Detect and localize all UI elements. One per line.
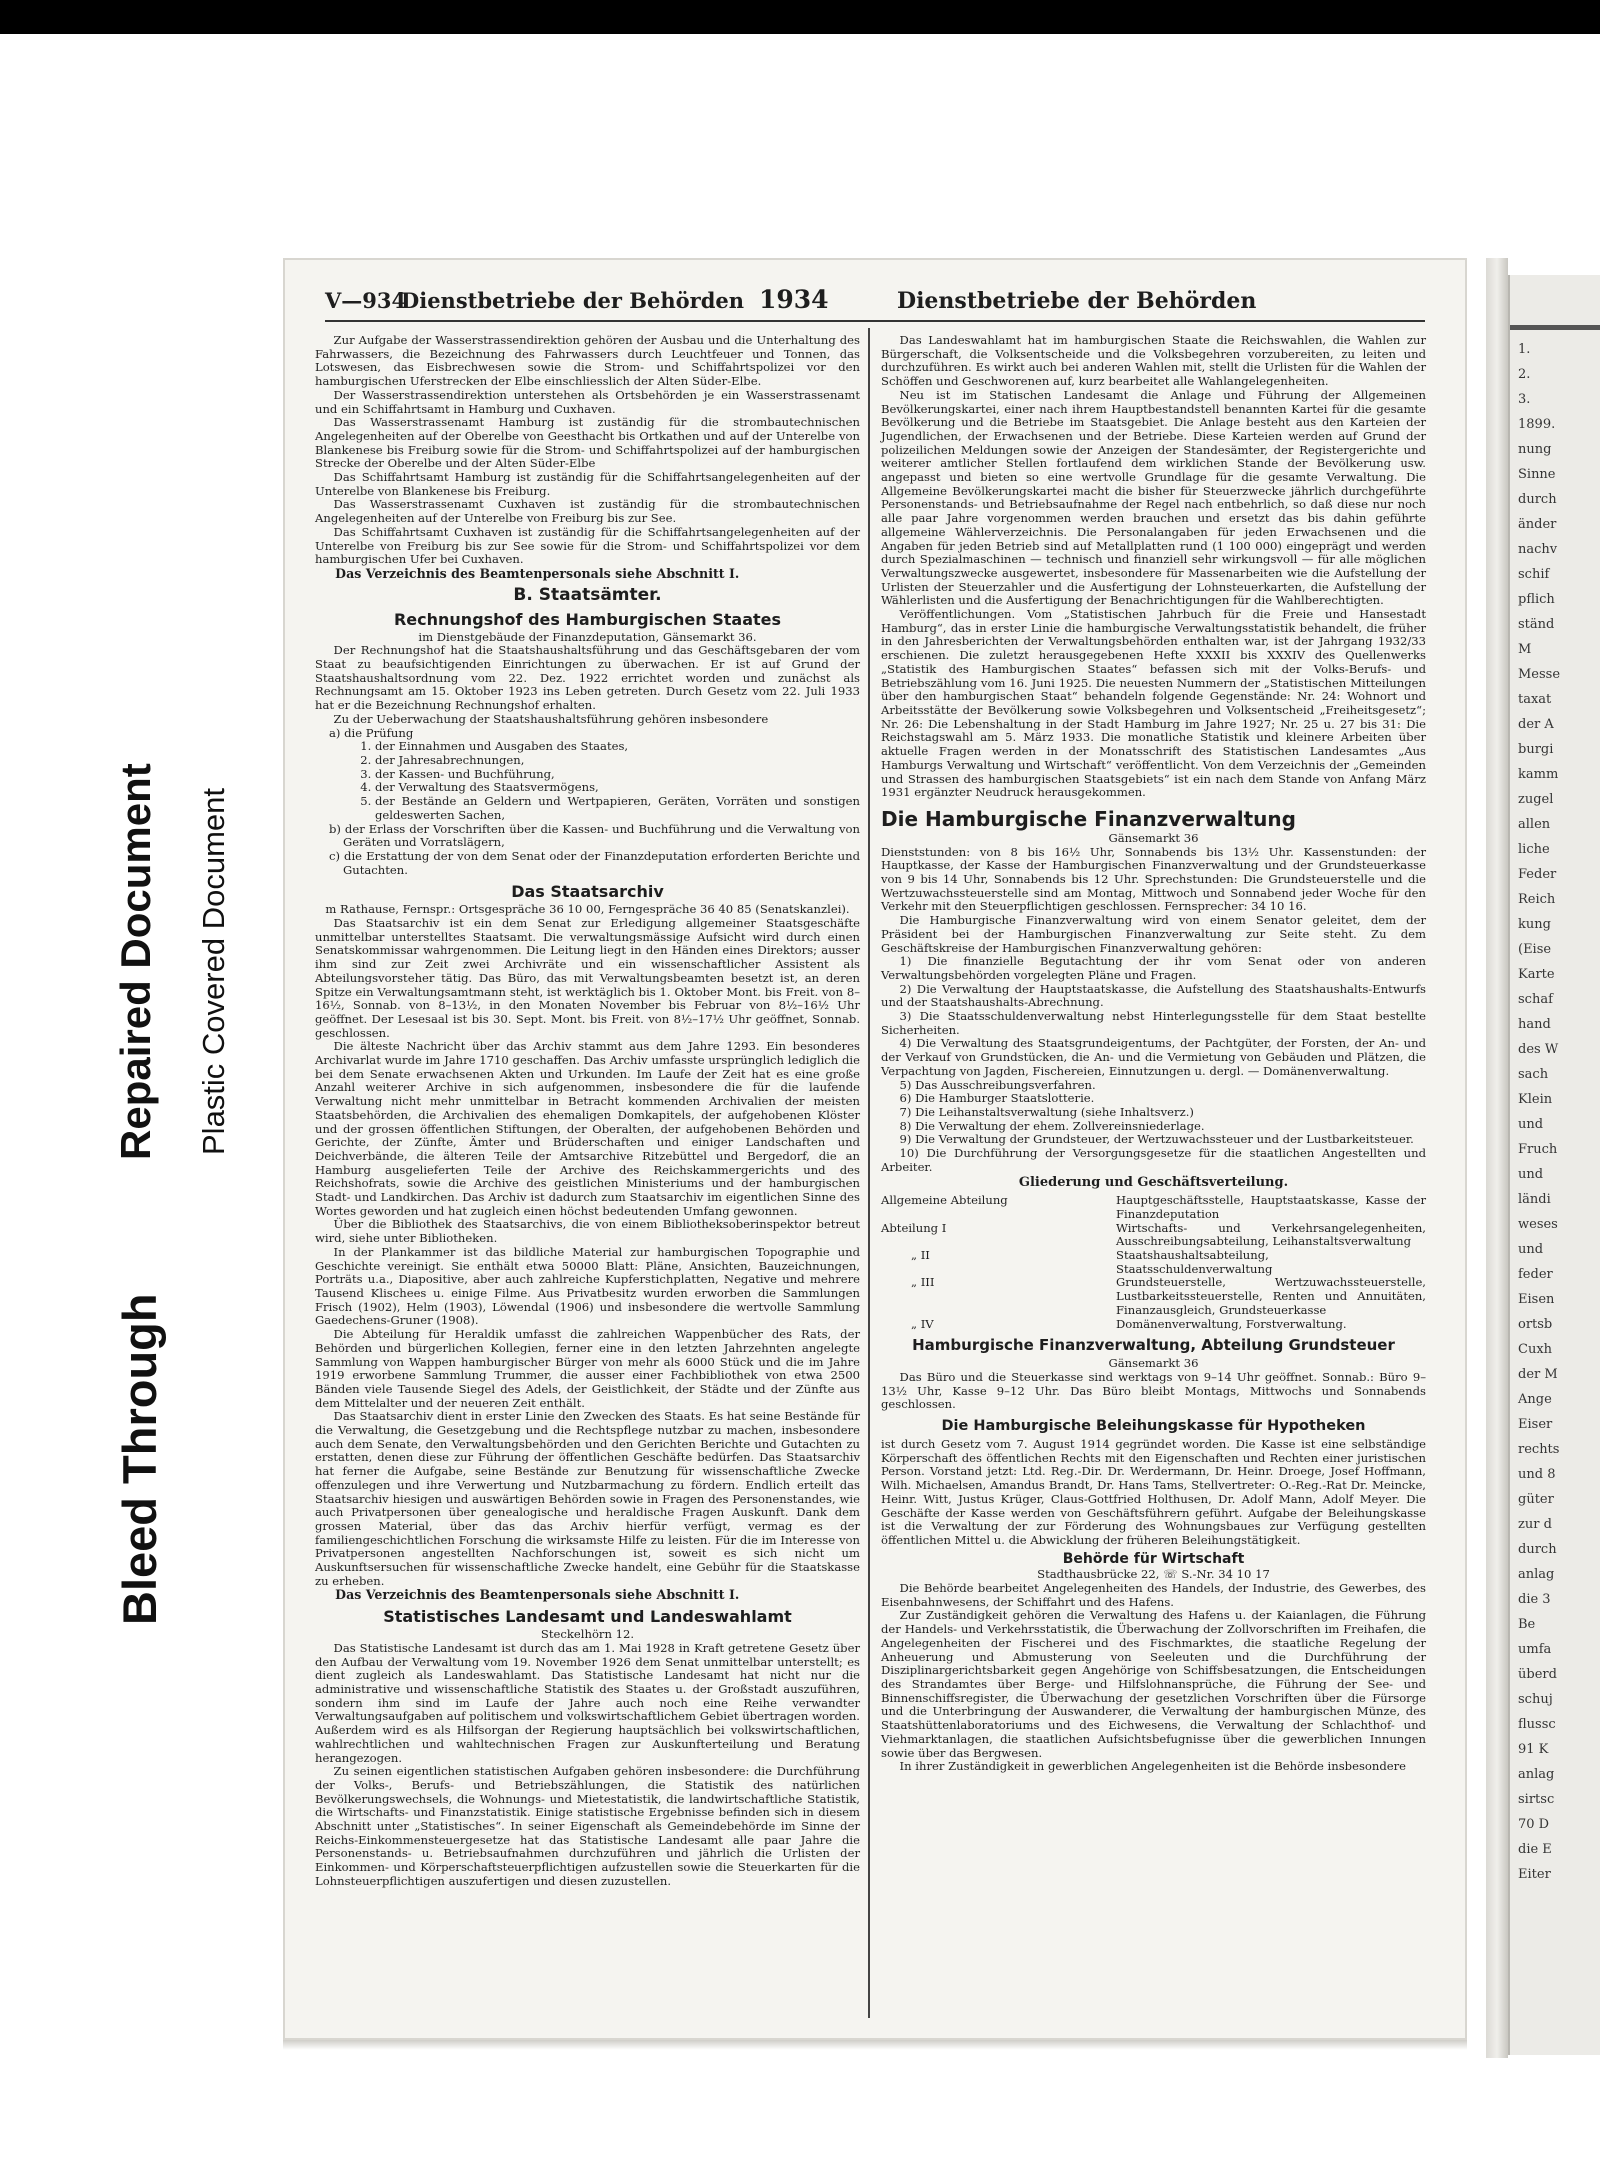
table-row [881,1276,1426,1317]
paragraph: Die Abteilung für Heraldik umfasst die zahlreichen Wappenbücher des Rats, der Behörden und bürgerlichen Kollegien, ferner eine in den letzten Jahrzehnten angelegte Sammlung von Wappen hamburgischer Bürger von mehr als 6000 Stück und die im Jahre 1919 erworbene Sammlung Trummer, die ausser einer Fachbibliothek von etwa 2500 Bänden viele Tausende Siegel des Adels, der Geistlichkeit, der Städte und der Zünfte aus dem Mittelalter und der neueren Zeit enthält. [315,1327,860,1410]
paragraph: Die Hamburgische Finanzverwaltung wird von einem Senator geleitet, dem der Präsident bei der Hamburgischen Finanzverwaltung zur Seite steht. Zu dem Geschäftskreise der Hamburgischen Finanzverwaltung gehören: [881,913,1426,955]
list-item: 2. der Jahresabrechnungen, [375,754,860,768]
adjacent-page-fragment: änder [1518,517,1557,532]
statistik-address: Steckelhörn 12. [540,1627,635,1642]
list-item: 1. der Einnahmen und Ausgaben des Staates, [375,740,860,754]
paragraph: Die Behörde bearbeitet Angelegenheiten des Handels, der Industrie, des Gewerbes, des Eisenbahnwesens, der Schiffahrt und des Hafens. [881,1581,1426,1609]
list-item: 6) Die Hamburger Staatslotterie. [899,1091,1095,1106]
adjacent-page-fragment: und 8 [1518,1467,1556,1482]
rechnungshof-heading: Rechnungshof des Hamburgischen Staates [393,609,782,629]
paragraph: Das Wasserstrassenamt Cuxhaven ist zuständig für die strombautechnischen Angelegenheiten auf der Unterelbe von Freiburg bis zur See. [315,497,860,526]
adjacent-page-fragment: Eisen [1518,1292,1555,1307]
adjacent-page-fragment: Eiter [1518,1867,1551,1882]
list-item: 1) Die finanzielle Begutachtung der ihr vom Senat oder von anderen Verwaltungsbehörden vorgelegten Pläne und Fragen. [881,954,1426,982]
adjacent-page-fragment: sirtsc [1518,1792,1555,1807]
table-row [881,1249,1426,1276]
paragraph: Das Staatsarchiv dient in erster Linie den Zwecken des Staats. Es hat seine Bestände für die Verwaltung, die Gesetzgebung und die Rechtspflege nutzbar zu machen, insbesondere auch dem Senate, den Verwaltungsbehörden und den Gerichten Berichte und Gutachten zu erstatten, denen diese zur Führung der öffentlichen Geschäfte bedürfen. Das Staatsarchiv hat ferner die Aufgabe, seine Bestände zur Benutzung für wissenschaftliche Zwecke offenzulegen und ihre Verwertung und Nutzbarmachung zu fördern. Endlich erteilt das Staatsarchiv hiesigen und auswärtigen Behörden sowie in Fragen des Personenstandes, wie auch Privatpersonen über genealogische und heraldische Fragen Auskunft. Dank dem grossen Material, über das das Archiv hierfür verfügt, vermag es der familiengeschichtlichen Forschung die wirksamste Hilfe zu leisten. Für die im Interesse von Privatpersonen angestellten Nachforschungen ist, soweit es sich nicht um Auskunftsersuchen für wissenschaftliche Zwecke handelt, eine Gebühr für die Staatskasse zu erheben. [315,1409,860,1588]
finanzverwaltung-heading: Die Hamburgische Finanzverwaltung [881,806,1296,831]
paragraph: Der Wasserstrassendirektion unterstehen als Ortsbehörden je ein Wasserstrassenamt und ein Schiffahrtsamt in Hamburg und Cuxhaven. [315,387,860,416]
table-cell: „ III [911,1275,935,1290]
beleihungskasse-heading: Die Hamburgische Beleihungskasse für Hypotheken [941,1418,1366,1435]
adjacent-page-rule [1510,325,1600,330]
verzeichnis-note: Das Verzeichnis des Beamtenpersonals siehe Abschnitt I. [335,565,740,581]
table-row [881,1222,1426,1249]
table-cell: Hauptgeschäftsstelle, Hauptstaatskasse, Kasse der Finanzdeputation [1116,1193,1426,1221]
list-item: 5. der Bestände an Geldern und Wertpapieren, Geräten, Vorräten und sonstigen geldeswerten Sachen, [375,795,860,822]
wirtschaft-address: Stadthausbrücke 22, ☏ S.-Nr. 34 10 17 [1037,1567,1270,1582]
adjacent-page-fragment: Sinne [1518,467,1556,482]
verzeichnis-note: Das Verzeichnis des Beamtenpersonals siehe Abschnitt I. [335,1587,740,1603]
adjacent-page-fragment: M [1518,642,1532,657]
adjacent-page-fragment: nung [1518,442,1552,457]
page-shadow [283,2040,1467,2050]
pruefung-list [315,740,860,822]
paragraph: In der Plankammer ist das bildliche Material zur hamburgischen Topographie und Geschichte vereinigt. Sie enthält etwa 50000 Blatt: Pläne, Ansichten, Bauzeichnungen, Porträts u.a., Diapositive, aber auch zahlreiche Kupferstichplatten, Negative und mehrere Tausend Klischees u. einige Filme. Aus Privatbesitz wurden erworben die Sammlungen Frisch (1902), Helm (1903), Löwendal (1906) und insbesondere die wertvolle Sammlung Gaedechens-Gruner (1908). [315,1244,860,1328]
gliederung-table [881,1194,1426,1331]
paragraph: Der Rechnungshof hat die Staatshaushaltsführung und das Geschäftsgebaren der vom Staat zu beaufsichtigenden Einrichtungen zu überwachen. Er ist auf Grund der Staatshaushaltsordnung vom 22. Dez. 1922 errichtet worden und zunächst als Rechnungsamt am 15. Oktober 1923 ins Leben getreten. Durch Gesetz vom 22. Juli 1933 hat er die Bezeichnung Rechnungshof erhalten. [315,643,860,713]
adjacent-page-fragment: Ange [1518,1392,1552,1407]
table-cell: Abteilung I [881,1220,947,1235]
adjacent-page [1508,275,1600,2055]
adjacent-page-fragment: die 3 [1518,1592,1551,1607]
paragraph: Dienststunden: von 8 bis 16½ Uhr, Sonnabends bis 13½ Uhr. Kassenstunden: der Hauptkasse, der Kasse der Hamburgischen Finanzverwaltung und der Grundsteuerkasse von 9 bis 14 Uhr, Sonnabends bis 12 Uhr. Sprechstunden: Die Grundsteuerstelle und die Wertzuwachssteuerstelle sind am Montag, Mittwoch und Sonnabend jeder Woche für den Verkehr mit den Steuerpflichtigen geschlossen. Fernsprecher: 34 10 16. [881,844,1426,914]
paragraph: Das Statistische Landesamt ist durch das am 1. Mai 1928 in Kraft getretene Gesetz über den Aufbau der Verwaltung vom 19. November 1926 dem Senat unmittelbar unterstellt; es dient zugleich als Landeswahlamt. Das Statistische Landesamt hat nicht nur die administrative und wissenschaftliche Statistik des Staates u. der Großstadt auszuführen, sondern ihm sind im Laufe der Jahre auch noch eine Reihe verwandter Verwaltungsaufgaben auf politischem und volkswirtschaftlichem Gebiet übertragen worden. Außerdem wird es als Hilfsorgan der Regierung hauptsächlich bei volkswirtschaftlichen, wahlrechtlichen und wahltechnischen Fragen zur Auskunfterteilung und Beratung herangezogen. [315,1640,860,1765]
adjacent-page-fragment: 1. [1518,342,1531,357]
scanner-top-strip [0,0,1600,34]
table-cell: „ IV [911,1316,934,1331]
adjacent-page-fragment: nachv [1518,542,1558,557]
table-cell: „ II [911,1248,930,1262]
list-item: 9) Die Verwaltung der Grundsteuer, der Wertzuwachssteuer und der Lustbarkeitsteuer. [899,1132,1414,1147]
list-item: 4. der Verwaltung des Staatsvermögens, [375,781,860,795]
adjacent-page-fragment: zugel [1518,792,1554,807]
header-rule [325,320,1425,322]
paragraph: Das Büro und die Steuerkasse sind werktags von 9–14 Uhr geöffnet. Sonnab.: Büro 9–13½ Uhr, Kasse 9–12 Uhr. Das Büro bleibt Montags, Mittwochs und Sonnabends geschlossen. [881,1369,1426,1412]
adjacent-page-fragment: 2. [1518,367,1531,382]
adjacent-page-fragment: umfa [1518,1642,1552,1657]
list-item: 10) Die Durchführung der Versorgungsgesetze für die staatlichen Angestellten und Arbeiter. [881,1146,1426,1174]
section-b-heading: B. Staatsämter. [513,584,662,605]
grundsteuer-heading: Hamburgische Finanzverwaltung, Abteilung Grundsteuer [912,1336,1395,1355]
list-item: 2) Die Verwaltung der Hauptstaatskasse, die Aufstellung des Staatshaushalts-Entwurfs und der Staatshaushalts-Abrechnung. [881,981,1426,1010]
adjacent-page-fragment: durch [1518,1542,1557,1557]
list-item: a) die Prüfung [329,725,414,740]
adjacent-page-fragment: 91 K [1518,1742,1549,1757]
table-row [881,1194,1426,1221]
adjacent-page-fragment: die E [1518,1842,1552,1857]
adjacent-page-fragment: Reich [1518,892,1556,907]
list-item: 8) Die Verwaltung der ehem. Zollvereinsniederlage. [899,1118,1205,1133]
adjacent-page-fragment: allen [1518,817,1551,832]
list-item: c) die Erstattung der von dem Senat oder der Finanzdeputation erforderten Berichte und Gutachten. [329,848,860,877]
adjacent-page-fragment: überd [1518,1667,1557,1682]
header-year: 1934 [759,285,829,314]
staatsarchiv-heading: Das Staatsarchiv [511,882,664,902]
page-header [325,285,1425,322]
paragraph: Das Landeswahlamt hat im hamburgischen Staate die Reichswahlen, die Wahlen zur Bürgerschaft, die Volksentscheide und die Volksbegehren vorzubereiten, zu leiten und durchzuführen. Es wirkt auch bei anderen Wahlen mit, stellt die Urlisten für die Wahlen der Schöffen und Geschworenen auf, kurz bearbeitet alle Wahlangelegenheiten. [881,333,1426,389]
adjacent-page-fragment: feder [1518,1267,1553,1282]
adjacent-page-fragment: ständ [1518,617,1555,632]
adjacent-page-fragment: durch [1518,492,1557,507]
adjacent-page-fragment: liche [1518,842,1550,857]
staatsarchiv-address: m Rathause, Fernspr.: Ortsgespräche 36 10 00, Ferngespräche 36 40 85 (Senatskanzlei). [325,902,850,917]
label-bleed-through: Bleed Through [113,1293,166,1625]
adjacent-page-fragment: schuj [1518,1692,1553,1707]
adjacent-page-fragment: kamm [1518,767,1559,782]
adjacent-page-fragment: Fruch [1518,1142,1558,1157]
document-labels [92,260,272,1660]
adjacent-page-fragment: (Eise [1518,942,1552,957]
table-cell: Staatshaushaltsabteilung, Staatsschuldenverwaltung [1116,1248,1273,1276]
header-left-title: Dienstbetriebe der Behörden [401,288,745,313]
adjacent-page-fragment: des W [1518,1042,1559,1057]
paragraph: Die älteste Nachricht über das Archiv stammt aus dem Jahre 1293. Ein besonderes Archivarlat wurde im Jahre 1710 geschaffen. Das Archiv umfasste ursprünglich lediglich die bei dem Senate erwachsenen Akten und Urkunden. Im Laufe der Zeit hat es eine große Anzahl weiterer Archive in sich aufgenommen, insbesondere die für die laufende Verwaltung nicht mehr unmittelbar in Betracht kommenden Archivalien der meisten Staatsbehörden, die Archivalien des ehemaligen Domkapitels, der aufgehobenen Klöster und der grossen öffentlichen Stiftungen, der Oberalten, der aufgehobenen Behörden und Gerichte, der Zünfte, Ämter und Brüderschaften und einiger Landschaften und Deichverbände, die älteren Teile der Amtsarchive Ritzebüttel und Bergedorf, die an Hamburg ausgelieferten Teile der Archive des Reichskammergerichts und des Reichshofrats, sowie die Archive des geistlichen Ministeriums und der hamburgischen Stadt- und Landkirchen. Das Archiv ist dadurch zum Staatsarchiv im eigentlichen Sinne des Wortes geworden und hat zugleich einen höchst bedeutenden Umfang gewonnen. [315,1039,860,1218]
adjacent-page-fragment: güter [1518,1492,1554,1507]
adjacent-page-fragment: Cuxh [1518,1342,1553,1357]
scanned-page [283,258,1467,2040]
table-cell: Grundsteuerstelle, Wertzuwachssteuerstelle, Lustbarkeitssteuerstelle, Renten und Annuitäten, Finanzausgleich, Grundsteuerkasse [1116,1275,1426,1317]
paragraph: Das Schiffahrtsamt Cuxhaven ist zuständig für die Schiffahrtsangelegenheiten auf der Unterelbe von Freiburg bis zur See sowie für die Strom- und Schiffahrtspolizei vor dem hamburgischen Ufer bei Cuxhaven. [315,524,860,567]
list-item: 3. der Kassen- und Buchführung, [375,768,860,782]
column-rule [868,328,870,2018]
adjacent-page-fragment: Klein [1518,1092,1553,1107]
label-plastic-covered: Plastic Covered Document [196,788,231,1155]
statistik-heading: Statistisches Landesamt und Landeswahlamt [383,1607,792,1627]
finanzverwaltung-address: Gänsemarkt 36 [1108,830,1199,845]
rechnungshof-address: im Dienstgebäude der Finanzdeputation, Gänsemarkt 36. [418,629,757,644]
adjacent-page-fragment: ortsb [1518,1317,1553,1332]
adjacent-page-fragment: burgi [1518,742,1554,757]
paragraph: Zu der Ueberwachung der Staatshaushaltsführung gehören insbesondere [333,711,769,726]
adjacent-page-fragment: 3. [1518,392,1531,407]
label-repaired-document: Repaired Document [112,763,159,1160]
adjacent-page-fragment: weses [1518,1217,1558,1232]
gliederung-heading: Gliederung und Geschäftsverteilung. [1018,1175,1289,1191]
paragraph: Zur Aufgabe der Wasserstrassendirektion gehören der Ausbau und die Unterhaltung des Fahrwassers, die Bezeichnung des Fahrwassers durch Leuchtfeuer und Tonnen, das Lotswesen, das Eisbrechwesen sowie die Strom- und Schiffahrtspolizei vor den hamburgischen Uferstrecken der Elbe einschliesslich der Alten Süder-Elbe. [315,333,860,389]
paragraph: In ihrer Zuständigkeit in gewerblichen Angelegenheiten ist die Behörde insbesondere [899,1759,1407,1774]
paragraph: ist durch Gesetz vom 7. August 1914 gegründet worden. Die Kasse ist eine selbständige Körperschaft des öffentlichen Rechts mit den Eigenschaften und Rechten einer juristischen Person. Vorstand jetzt: Ltd. Reg.-Dir. Dr. Werdermann, Dr. Heinr. Droege, Josef Hoffmann, Wilh. Michaelsen, Amandus Brandt, Dr. Hans Tams, Stellvertreter: O.-Reg.-Rat Dr. Meincke, Heinr. Witt, Justus Krüger, Claus-Gottfried Holthusen, Dr. Adolf Mann, Adolf Meyer. Die Geschäfte der Kasse werden von Geschäftsführern geführt. Aufgabe der Beleihungskasse ist die Verwaltung der zur Förderung des Wohnungsbaues zur Verfügung gestellten öffentlichen Mittel u. die Abwicklung der früheren Beleihungstätigkeit. [881,1437,1426,1547]
adjacent-page-fragment: 70 D [1518,1817,1550,1832]
adjacent-page-fragment: und [1518,1117,1544,1132]
paragraph: Das Wasserstrassenamt Hamburg ist zuständig für die strombautechnischen Angelegenheiten auf der Oberelbe von Geesthacht bis Ortkathen und auf der Unterelbe von Blankenese bis Freiburg sowie für die Strom- und Schiffahrtspolizei auf der hamburgischen Strecke der Oberelbe und der Alten Süder-Elbe [315,415,860,471]
adjacent-page-fragment: Be [1518,1617,1536,1632]
list-item: 4) Die Verwaltung des Staatsgrundeigentums, der Pachtgüter, der Forsten, der An- und der Verkauf von Grundstücken, die An- und die Vermietung von Gebäuden und Plätzen, die Verpachtung von Jagden, Fischereien, Einnutzungen u. dergl. — Domänenverwaltung. [881,1036,1426,1078]
adjacent-page-fragment: schaf [1518,992,1553,1007]
page-ref: V—934 [325,288,407,313]
list-item: 3) Die Staatsschuldenverwaltung nebst Hinterlegungsstelle für dem Staat bestellte Sicherheiten. [881,1009,1426,1037]
page-binding [1486,258,1508,2058]
paragraph: Neu ist im Statischen Landesamt die Anlage und Führung der Allgemeinen Bevölkerungskartei, einer nach ihrem Hauptbestandstell benannten Kartei für die gesamte Bevölkerung und die Betriebe im Staatsgebiet. Die Anlage besteht aus den Karteien der Jugendlichen, der Erwachsenen und der Betriebe. Diese Karteien werden auf Grund der polizeilichen Meldungen sowie der Anzeigen der Standesämter, der Registergerichte und weiterer amtlicher Stellen fortlaufend dem wirklichen Stande der Bevölkerung usw. angepasst und bieten so eine wertvolle Grundlage für die gesamte Verwaltung. Die Allgemeine Bevölkerungskartei macht die bisher für Steuerzwecke jährlich durchgeführte Personenstands- und Betriebsaufnahme der Regel nach entbehrlich, so daß diese nur noch alle paar Jahre vorgenommen werden brauchen und ersetzt das bis dahin geführte allgemeine Wählerverzeichnis. Die Personalangaben für jeden Erwachsenen und die Angaben für jeden Betrieb sind auf Metallplatten rund (1 100 000) eingeprägt und werden durch Spezialmaschinen — technisch und finanziell sehr wirkungsvoll — für alle möglichen Verwaltungszwecke ausgewertet, insbesondere für Massenarbeiten wie die Aufstellung der Urlisten der Steuerzahler und die Ausfertigung der Lohnsteuerkarten, die Aufstellung der Wählerlisten und die Ausfertigung der Benachrichtigungen für die Wahlberechtigten. [881,387,1426,608]
adjacent-page-fragment: taxat [1518,692,1552,707]
adjacent-page-fragment: anlag [1518,1567,1555,1582]
adjacent-page-fragment: hand [1518,1017,1551,1032]
table-cell: Allgemeine Abteilung [881,1193,1008,1208]
list-item: 7) Die Leihanstaltsverwaltung (siehe Inhaltsverz.) [899,1104,1194,1119]
adjacent-page-fragment: ländi [1518,1192,1551,1207]
adjacent-page-fragment: und [1518,1242,1544,1257]
adjacent-page-fragment: Messe [1518,667,1561,682]
table-row [881,1318,1426,1332]
adjacent-page-fragment: anlag [1518,1767,1555,1782]
adjacent-page-fragment: der A [1518,717,1554,732]
list-item: b) der Erlass der Vorschriften über die Kassen- und Buchführung und die Verwaltung von Geräten und Vorratslägern, [329,821,860,850]
table-cell: Domänenverwaltung, Forstverwaltung. [1116,1316,1347,1331]
adjacent-page-fragment: Karte [1518,967,1555,982]
adjacent-page-fragment: und [1518,1167,1544,1182]
paragraph: Zur Zuständigkeit gehören die Verwaltung des Hafens u. der Kaianlagen, die Führung der Handels- und Verkehrsstatistik, die Überwachung der Zollvorschriften im Freihafen, die Angelegenheiten der Fischerei und des Fischmarktes, die staatliche Regelung der Anheuerung und Abmusterung von Seeleuten und die Durchführung der Disziplinargerichtsbarkeit gegen Angehörige von Schiffsbesatzungen, die Entscheidungen des Strandamtes über Berge- und Hilfslohnansprüche, die Führung der See- und Binnenschiffsregister, die Überwachung der gesetzlichen Vorschriften über die Fürsorge und die Unterbringung der Auswanderer, die Verwaltung der hamburgischen Münze, des Staatshüttenlaboratoriums und des Eichwesens, die Verwaltung der Schlachthof- und Viehmarktanlagen, die staatlichen Aufsichtsbefugnisse über die gewerblichen Innungen sowie über das Bergwesen. [881,1608,1426,1760]
adjacent-page-fragment: zur d [1518,1517,1552,1532]
paragraph: Veröffentlichungen. Vom „Statistischen Jahrbuch für die Freie und Hansestadt Hamburg“, das in erster Linie die hamburgische Verwaltungsstatistik behandelt, die früher in den Jahresberichten der Verwaltungsbehörden enthalten war, ist der Jahrgang 1932/33 erschienen. Die zuletzt herausgegebenen Hefte XXXII bis XXXIV des Quellenwerks „Statistik des Hamburgischen Staates“ befassen sich mit der Volks-Berufs- und Betriebszählung vom 16. Juni 1925. Die neuesten Nummern der „Statistischen Mitteilungen über den hamburgischen Staat“ behandeln folgende Gegenstände: Nr. 24: Wohnort und Arbeitsstätte der Bevölkerung sowie Volksbegehren und Volksentscheid „Freiheitsgesetz“; Nr. 26: Die Lebenshaltung in der Stadt Hamburg im Jahre 1927; Nr. 25 u. 27 bis 31: Die Reichstagswahl am 5. März 1933. Die monatliche Statistik und kleinere Arbeiten über aktuelle Fragen werden in der Monatsschrift des Statistischen Landesamtes „Aus Hamburgs Verwaltung und Wirtschaft“ veröffentlicht. Von dem Verzeichnis der „Gemeinden und Strassen des hamburgischen Staatsgebiets“ ist ein nach dem Stande von Anfang März 1931 ergänzter Neudruck herausgekommen. [881,607,1426,800]
list-item: 5) Das Ausschreibungsverfahren. [899,1077,1096,1092]
header-right-title: Dienstbetriebe der Behörden [897,288,1257,314]
adjacent-page-fragment: schif [1518,567,1550,582]
adjacent-page-fragment: Feder [1518,867,1557,882]
wirtschaft-heading: Behörde für Wirtschaft [1062,1550,1245,1567]
grundsteuer-address: Gänsemarkt 36 [1108,1356,1199,1371]
adjacent-page-fragment: sach [1518,1067,1549,1082]
adjacent-page-fragment: Eiser [1518,1417,1553,1432]
table-cell: Wirtschafts- und Verkehrsangelegenheiten, Ausschreibungsabteilung, Leihanstaltsverwaltung [1116,1220,1426,1249]
right-column [881,334,1426,1774]
adjacent-page-fragment: kung [1518,917,1551,932]
adjacent-page-fragment: pflich [1518,592,1555,607]
paragraph: Das Staatsarchiv ist ein dem Senat zur Erledigung allgemeiner Staatsgeschäfte unmittelbar unterstelltes Staatsamt. Die verwaltungsmässige Aufsicht wird durch einen Senatskommissar wahrgenommen. Die Leitung liegt in den Händen eines Direktors; ausser ihm sind zur Zeit zwei Archivräte und ein wissenschaftlicher Assistent als Abteilungsvorsteher tätig. Das Büro, das mit Verwaltungsbeamten besetzt ist, an deren Spitze ein Verwaltungsamtmann steht, ist werktäglich bis 1. Oktober Mont. bis Freit. von 8–16½, Sonnab. von 8–13½, in den Monaten November bis Februar von 8½–16½ Uhr geöffnet. Der Lesesaal ist bis 30. Sept. Mont. bis Freit. von 8½–17½ Uhr geöffnet, Sonnab. geschlossen. [315,916,860,1040]
left-column [315,334,860,1889]
paragraph: Zu seinen eigentlichen statistischen Aufgaben gehören insbesondere: die Durchführung der Volks-, Berufs- und Betriebszählungen, die Statistik des natürlichen Bevölkerungswechsels, die Wohnungs- und Mietestatistik, die landwirtschaftliche Statistik, die Wirtschafts- und Finanzstatistik. Einige statistische Ergebnisse befinden sich in diesem Abschnitt unter „Statistisches“. In seiner Eigenschaft als Gemeindebehörde im Sinne der Reichs-Einkommensteuergesetze hat das Statistische Landesamt alle paar Jahre die Personenstands- u. Betriebsaufnahmen durchzuführen und jährlich die Urlisten der Einkommen- und Körperschaftsteuerpflichtigen aufzustellen sowie die Steuerkarten für die Lohnsteuerpflichtigen auszufertigen und diesen zuzustellen. [315,1764,860,1888]
paragraph: Über die Bibliothek des Staatsarchivs, die von einem Bibliotheksoberinspektor betreut wird, siehe unter Bibliotheken. [315,1217,860,1246]
adjacent-page-fragment: rechts [1518,1442,1560,1457]
paragraph: Das Schiffahrtsamt Hamburg ist zuständig für die Schiffahrtsangelegenheiten auf der Unterelbe von Blankenese bis Freiburg. [315,470,860,498]
adjacent-page-fragment: flussc [1518,1717,1556,1732]
adjacent-page-fragment: der M [1518,1367,1558,1382]
adjacent-page-fragment: 1899. [1518,417,1556,432]
